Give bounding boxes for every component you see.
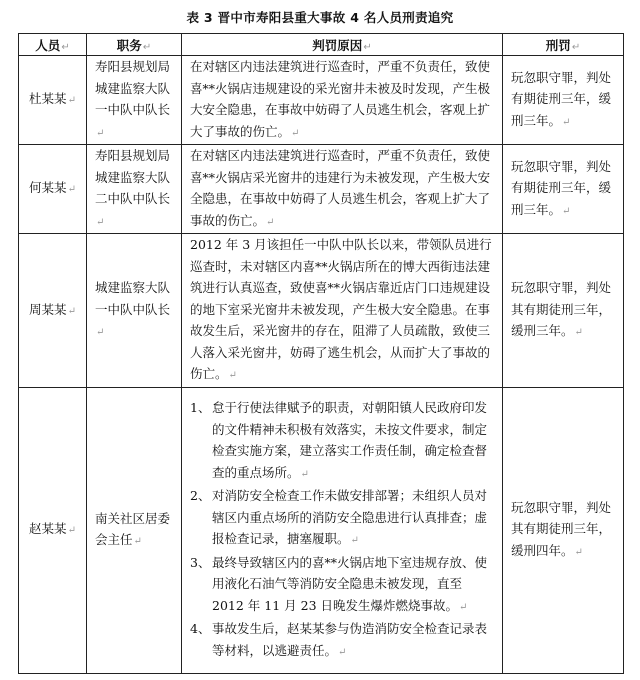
list-item: 3、 最终导致辖区内的喜**火锅店地下室违规存放、使用液化石油气等消防安全隐患未被发现，直至 2012 年 11 月 23 日晚发生爆炸燃烧事故。↵ xyxy=(190,554,488,613)
header-penalty: 刑罚↵ xyxy=(503,34,624,56)
table-row xyxy=(19,145,624,234)
list-item: 1、 怠于行使法律赋予的职责，对朝阳镇人民政府印发的文件精神未积极有效落实，未按文件要求，制定检查实施方案，建立落实工作责任制，确定检查督查的重点场所。↵ xyxy=(190,400,488,480)
position-cell: 城建监察大队一中队中队长↵ xyxy=(87,234,182,388)
reason-cell: 在对辖区内违法建筑进行巡查时，严重不负责任，致使喜**火锅店采光窗井的违建行为未被发现，产生极大安全隐患，在事故中妨碍了人员逃生机会，客观上扩大了事故的伤亡。↵ xyxy=(182,145,503,234)
reason-cell xyxy=(182,387,503,673)
person-cell: 赵某某↵ xyxy=(19,387,87,673)
penalty-cell: 玩忽职守罪，判处其有期徒刑三年，缓刑三年。↵ xyxy=(503,234,624,388)
table-caption: 表 3 晋中市寿阳县重大事故 4 名人员刑责追究 xyxy=(186,10,454,25)
penalty-cell: 玩忽职守罪，判处有期徒刑三年，缓刑三年。↵ xyxy=(503,56,624,145)
header-reason: 判罚原因↵ xyxy=(182,34,503,56)
header-row xyxy=(19,34,624,56)
penalty-cell: 玩忽职守罪，判处其有期徒刑三年，缓刑四年。↵ xyxy=(503,387,624,673)
person-cell: 何某某↵ xyxy=(19,145,87,234)
person-cell: 杜某某↵ xyxy=(19,56,87,145)
reason-list xyxy=(190,397,496,663)
table-row xyxy=(19,387,624,673)
position-cell: 寿阳县规划局城建监察大队一中队中队长↵ xyxy=(87,56,182,145)
list-item: 2、 对消防安全检查工作未做安排部署；未组织人员对辖区内重点场所的消防安全隐患进行认真排查；虚报检查记录，搪塞履职。↵ xyxy=(190,488,488,546)
table-row xyxy=(19,56,624,145)
reason-cell: 2012 年 3 月该担任一中队中队长以来，带领队员进行巡查时，未对辖区内喜**火锅店所在的博大西街违法建筑进行认真巡查，致使喜**火锅店靠近店门口违规建设的地下室采光窗井未被发现，产生极大安全隐患。在事故发生后，采光窗井的存在，阻滞了人员疏散，致使三人落入采光窗井，妨碍了逃生机会，从而扩大了事故的伤亡。↵ xyxy=(182,234,503,388)
header-position: 职务↵ xyxy=(87,34,182,56)
table-row xyxy=(19,234,624,388)
person-cell: 周某某↵ xyxy=(19,234,87,388)
position-cell: 寿阳县规划局城建监察大队二中队中队长↵ xyxy=(87,145,182,234)
penalty-cell: 玩忽职守罪，判处有期徒刑三年，缓刑三年。↵ xyxy=(503,145,624,234)
list-item: 4、 事故发生后，赵某某参与伪造消防安全检查记录表等材料，以逃避责任。↵ xyxy=(190,621,488,658)
header-person: 人员↵ xyxy=(19,34,87,56)
position-cell: 南关社区居委会主任↵ xyxy=(87,387,182,673)
penalty-table xyxy=(18,33,624,674)
reason-cell: 在对辖区内违法建筑进行巡查时，严重不负责任，致使喜**火锅店违规建设的采光窗井未被及时发现，产生极大安全隐患，在事故中妨碍了人员逃生机会，客观上扩大了事故的伤亡。↵ xyxy=(182,56,503,145)
